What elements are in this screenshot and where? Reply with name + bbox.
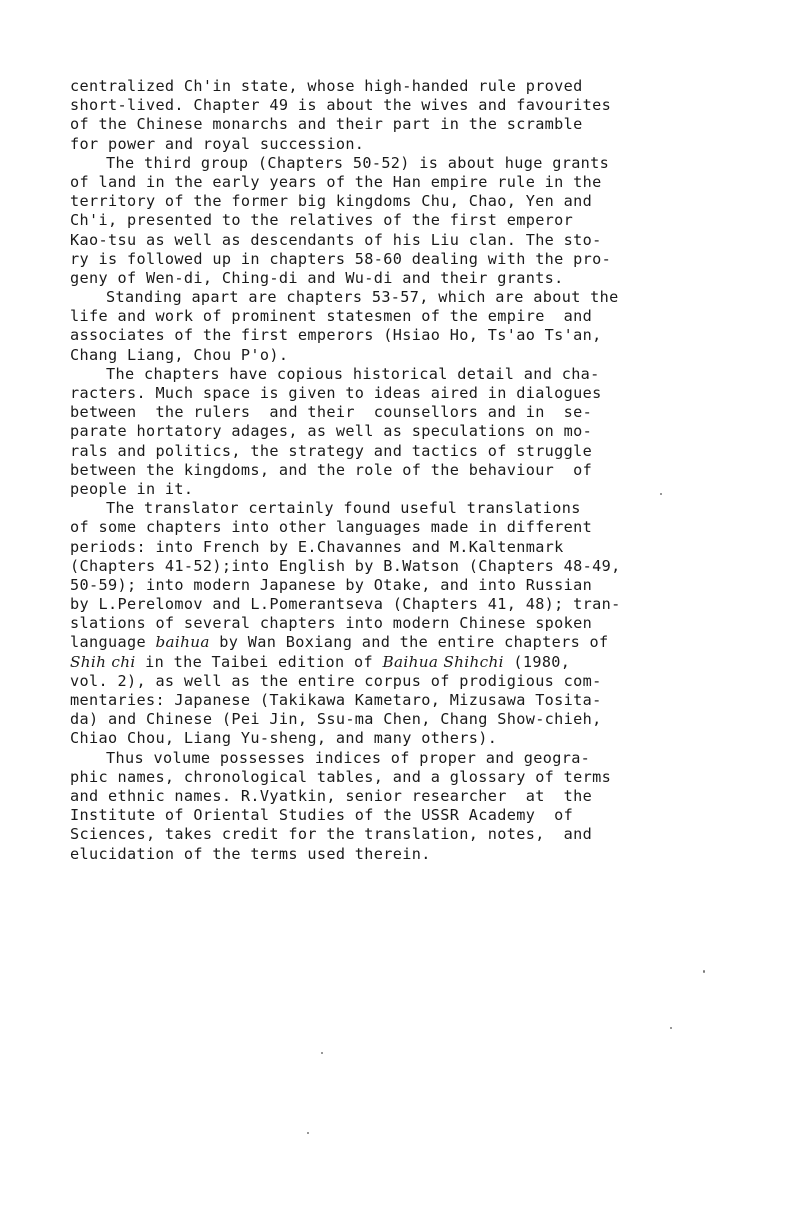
text-segment: people in it. bbox=[70, 479, 194, 498]
text-line bbox=[70, 768, 720, 787]
text-segment: short-lived. Chapter 49 is about the wives and favourites bbox=[70, 96, 612, 115]
text-line bbox=[70, 250, 720, 269]
text-segment: Standing apart are chapters 53-57, which are about the bbox=[106, 288, 619, 307]
text-line bbox=[70, 231, 720, 250]
text-segment: (Chapters 41-52);into English by B.Watson (Chapters 48-49, bbox=[70, 556, 621, 575]
text-line bbox=[70, 729, 720, 748]
italic-term: Baihua Shihchi bbox=[382, 652, 504, 671]
text-segment: The translator certainly found useful translations bbox=[106, 499, 581, 518]
paragraph bbox=[70, 77, 720, 154]
paragraph bbox=[70, 288, 720, 365]
text-line bbox=[70, 499, 720, 518]
text-segment: vol. 2), as well as the entire corpus of prodigious com- bbox=[70, 671, 602, 690]
text-segment: geny of Wen-di, Ching-di and Wu-di and their grants. bbox=[70, 268, 564, 287]
text-segment: periods: into French by E.Chavannes and M.Kaltenmark bbox=[70, 537, 564, 556]
text-segment: Kao-tsu as well as descendants of his Liu clan. The sto- bbox=[70, 230, 602, 249]
text-segment: territory of the former big kingdoms Chu, Chao, Yen and bbox=[70, 192, 593, 211]
text-segment: Institute of Oriental Studies of the USSR Academy of bbox=[70, 806, 574, 825]
scan-speck bbox=[321, 1052, 323, 1054]
text-line bbox=[70, 749, 720, 768]
text-line bbox=[70, 192, 720, 211]
text-line bbox=[70, 77, 720, 96]
text-segment: of land in the early years of the Han empire rule in the bbox=[70, 172, 602, 191]
text-segment: of the Chinese monarchs and their part in the scramble bbox=[70, 115, 583, 134]
text-line bbox=[70, 633, 720, 652]
paragraph bbox=[70, 365, 720, 499]
paragraph bbox=[70, 154, 720, 288]
text-line bbox=[70, 576, 720, 595]
text-line bbox=[70, 691, 720, 710]
text-segment: Chang Liang, Chou P'o). bbox=[70, 345, 289, 364]
text-segment: parate hortatory adages, as well as speculations on mo- bbox=[70, 422, 593, 441]
text-segment: life and work of prominent statesmen of the empire and bbox=[70, 307, 593, 326]
text-segment: in the Taibei edition of bbox=[135, 652, 383, 671]
italic-term: Shih chi bbox=[70, 652, 136, 671]
text-segment: rals and politics, the strategy and tactics of struggle bbox=[70, 441, 593, 460]
text-line bbox=[70, 710, 720, 729]
scan-speck bbox=[660, 493, 662, 495]
text-segment: racters. Much space is given to ideas aired in dialogues bbox=[70, 384, 602, 402]
text-line bbox=[70, 825, 720, 844]
text-segment: of some chapters into other languages made in different bbox=[70, 518, 593, 537]
text-line bbox=[70, 115, 720, 134]
paragraph bbox=[70, 499, 720, 748]
text-line bbox=[70, 672, 720, 691]
text-segment: The third group (Chapters 50-52) is about huge grants bbox=[106, 153, 610, 172]
text-line bbox=[70, 346, 720, 365]
text-segment: Sciences, takes credit for the translation, notes, and bbox=[70, 825, 593, 844]
text-line bbox=[70, 614, 720, 633]
text-line bbox=[70, 806, 720, 825]
text-line bbox=[70, 595, 720, 614]
text-segment: centralized Ch'in state, whose high-handed rule proved bbox=[70, 77, 583, 95]
text-segment: mentaries: Japanese (Takikawa Kametaro, Mizusawa Tosita- bbox=[70, 691, 602, 709]
text-line bbox=[70, 422, 720, 441]
text-line bbox=[70, 518, 720, 537]
text-line bbox=[70, 154, 720, 173]
text-segment: associates of the first emperors (Hsiao Ho, Ts'ao Ts'an, bbox=[70, 326, 602, 345]
text-segment: by L.Perelomov and L.Pomerantseva (Chapters 41, 48); tran- bbox=[70, 595, 621, 614]
text-segment: between the kingdoms, and the role of the behaviour of bbox=[70, 460, 593, 479]
text-segment: and ethnic names. R.Vyatkin, senior researcher at the bbox=[70, 786, 593, 805]
italic-term: baihua bbox=[155, 633, 210, 652]
text-line bbox=[70, 653, 720, 672]
text-segment: Ch'i, presented to the relatives of the first emperor bbox=[70, 211, 574, 230]
text-line bbox=[70, 135, 720, 154]
text-line bbox=[70, 538, 720, 557]
text-line bbox=[70, 326, 720, 345]
text-segment: The chapters have copious historical detail and cha- bbox=[106, 364, 600, 383]
text-line bbox=[70, 269, 720, 288]
text-segment: for power and royal succession. bbox=[70, 134, 365, 153]
text-segment: ry is followed up in chapters 58-60 dealing with the pro- bbox=[70, 249, 612, 268]
text-segment: by Wan Boxiang and the entire chapters of bbox=[209, 633, 609, 652]
scan-speck bbox=[703, 970, 705, 973]
text-segment: Chiao Chou, Liang Yu-sheng, and many others). bbox=[70, 729, 498, 748]
text-line bbox=[70, 384, 720, 403]
text-segment: 50-59); into modern Japanese by Otake, and into Russian bbox=[70, 575, 593, 594]
text-line bbox=[70, 403, 720, 422]
text-line bbox=[70, 307, 720, 326]
text-line bbox=[70, 557, 720, 576]
text-line bbox=[70, 365, 720, 384]
document-body bbox=[70, 77, 720, 864]
text-line bbox=[70, 787, 720, 806]
scan-speck bbox=[307, 1132, 309, 1134]
text-segment: slations of several chapters into modern Chinese spoken bbox=[70, 614, 593, 633]
text-line bbox=[70, 173, 720, 192]
text-segment: between the rulers and their counsellors and in se- bbox=[70, 403, 593, 422]
text-segment: da) and Chinese (Pei Jin, Ssu-ma Chen, Chang Show-chieh, bbox=[70, 710, 602, 729]
text-line bbox=[70, 442, 720, 461]
text-line bbox=[70, 480, 720, 499]
text-segment: (1980, bbox=[503, 652, 571, 671]
text-segment: elucidation of the terms used therein. bbox=[70, 844, 431, 863]
text-line bbox=[70, 96, 720, 115]
text-line bbox=[70, 288, 720, 307]
text-segment: language bbox=[70, 633, 156, 652]
text-line bbox=[70, 211, 720, 230]
text-line bbox=[70, 845, 720, 864]
text-segment: phic names, chronological tables, and a glossary of terms bbox=[70, 767, 612, 786]
scan-speck bbox=[670, 1027, 672, 1029]
paragraph bbox=[70, 749, 720, 864]
text-line bbox=[70, 461, 720, 480]
text-segment: Thus volume possesses indices of proper and geogra- bbox=[106, 748, 591, 767]
